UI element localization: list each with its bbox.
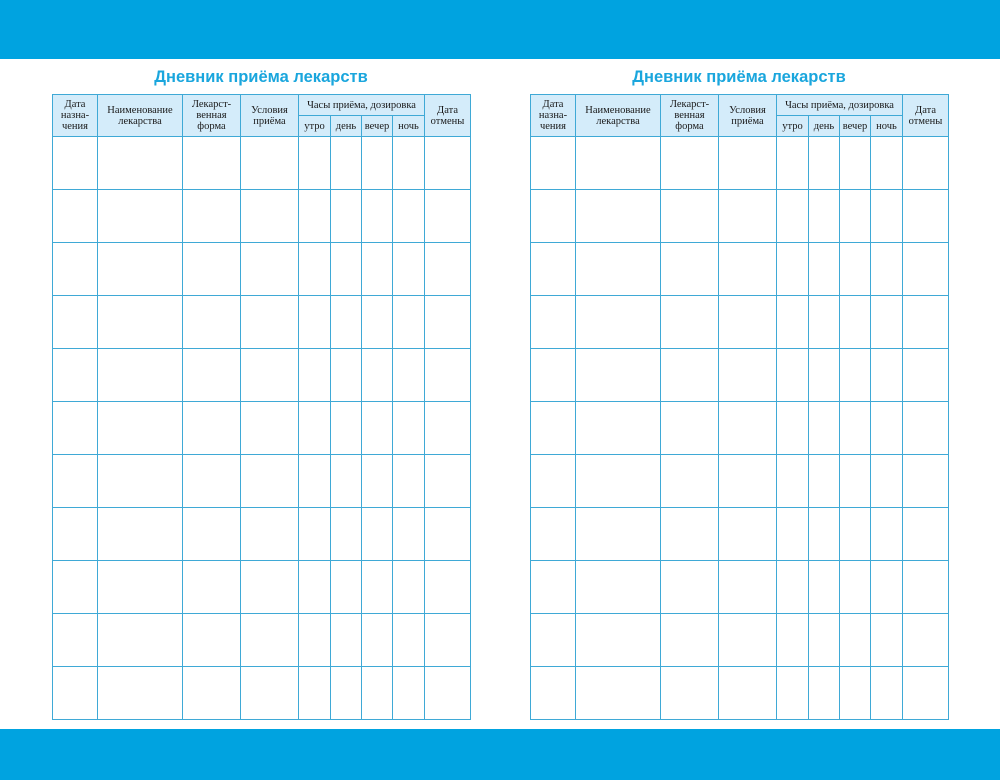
table-row (531, 137, 949, 190)
cell-date-assigned[interactable] (531, 349, 576, 402)
cell-date-cancelled[interactable] (425, 614, 471, 667)
cell-evening[interactable] (362, 349, 393, 402)
cell-date-assigned[interactable] (53, 455, 98, 508)
cell-morning[interactable] (777, 614, 809, 667)
cell-intake-conditions[interactable] (719, 667, 777, 720)
cell-intake-conditions[interactable] (241, 296, 299, 349)
cell-day[interactable] (331, 137, 362, 190)
cell-date-assigned[interactable] (531, 667, 576, 720)
cell-intake-conditions[interactable] (241, 614, 299, 667)
cell-morning[interactable] (777, 190, 809, 243)
table-row (53, 614, 471, 667)
cell-morning[interactable] (777, 455, 809, 508)
cell-date-cancelled[interactable] (903, 190, 949, 243)
cell-evening[interactable] (840, 508, 871, 561)
cell-night[interactable] (871, 455, 903, 508)
cell-evening[interactable] (362, 296, 393, 349)
cell-dosage-form[interactable] (661, 243, 719, 296)
cell-dosage-form[interactable] (661, 614, 719, 667)
cell-evening[interactable] (840, 349, 871, 402)
cell-day[interactable] (809, 296, 840, 349)
cell-night[interactable] (871, 137, 903, 190)
cell-dosage-form[interactable] (183, 561, 241, 614)
cell-dosage-form[interactable] (661, 349, 719, 402)
cell-day[interactable] (331, 296, 362, 349)
cell-morning[interactable] (299, 455, 331, 508)
cell-night[interactable] (871, 614, 903, 667)
header-intake-conditions: Условия приёма (719, 95, 777, 137)
cell-drug-name[interactable] (576, 614, 661, 667)
table-row (531, 667, 949, 720)
cell-morning[interactable] (777, 561, 809, 614)
cell-night[interactable] (393, 296, 425, 349)
cell-date-cancelled[interactable] (903, 349, 949, 402)
cell-date-cancelled[interactable] (425, 667, 471, 720)
header-intake-hours-dosage: Часы приёма, дозировка (777, 95, 903, 116)
cell-date-assigned[interactable] (53, 296, 98, 349)
cell-morning[interactable] (299, 190, 331, 243)
cell-dosage-form[interactable] (661, 296, 719, 349)
cell-date-cancelled[interactable] (425, 508, 471, 561)
cell-intake-conditions[interactable] (241, 455, 299, 508)
cell-day[interactable] (809, 561, 840, 614)
cell-morning[interactable] (777, 508, 809, 561)
cell-evening[interactable] (362, 561, 393, 614)
cell-morning[interactable] (299, 667, 331, 720)
cell-day[interactable] (809, 137, 840, 190)
cell-morning[interactable] (299, 614, 331, 667)
table-row (53, 243, 471, 296)
cell-morning[interactable] (299, 402, 331, 455)
cell-date-cancelled[interactable] (903, 561, 949, 614)
cell-evening[interactable] (362, 137, 393, 190)
cell-intake-conditions[interactable] (719, 190, 777, 243)
cell-night[interactable] (871, 349, 903, 402)
cell-date-cancelled[interactable] (903, 614, 949, 667)
cell-date-assigned[interactable] (53, 190, 98, 243)
cell-day[interactable] (809, 508, 840, 561)
cell-evening[interactable] (840, 190, 871, 243)
cell-date-assigned[interactable] (53, 402, 98, 455)
cell-drug-name[interactable] (98, 455, 183, 508)
cell-dosage-form[interactable] (183, 243, 241, 296)
cell-date-assigned[interactable] (531, 455, 576, 508)
cell-drug-name[interactable] (576, 349, 661, 402)
cell-intake-conditions[interactable] (241, 508, 299, 561)
cell-evening[interactable] (840, 614, 871, 667)
cell-day[interactable] (331, 667, 362, 720)
cell-drug-name[interactable] (98, 561, 183, 614)
header-dosage-form: Лекарст-венная форма (661, 95, 719, 137)
cell-night[interactable] (871, 561, 903, 614)
table-row (53, 667, 471, 720)
cell-dosage-form[interactable] (661, 508, 719, 561)
medication-log-table (52, 94, 471, 720)
cell-dosage-form[interactable] (183, 296, 241, 349)
header-day: день (331, 116, 362, 137)
header-date-cancelled: Дата отмены (425, 95, 471, 137)
cell-date-assigned[interactable] (53, 667, 98, 720)
bottom-color-band (0, 729, 1000, 780)
cell-intake-conditions[interactable] (241, 667, 299, 720)
cell-intake-conditions[interactable] (719, 137, 777, 190)
cell-drug-name[interactable] (98, 243, 183, 296)
cell-night[interactable] (393, 667, 425, 720)
cell-date-cancelled[interactable] (903, 455, 949, 508)
cell-day[interactable] (809, 349, 840, 402)
cell-night[interactable] (393, 349, 425, 402)
cell-drug-name[interactable] (98, 349, 183, 402)
cell-date-cancelled[interactable] (425, 137, 471, 190)
cell-dosage-form[interactable] (661, 190, 719, 243)
cell-night[interactable] (871, 296, 903, 349)
cell-date-assigned[interactable] (53, 508, 98, 561)
cell-date-cancelled[interactable] (903, 296, 949, 349)
cell-night[interactable] (871, 243, 903, 296)
table-row (53, 349, 471, 402)
cell-date-cancelled[interactable] (425, 296, 471, 349)
cell-date-cancelled[interactable] (425, 455, 471, 508)
table-row (531, 190, 949, 243)
header-intake-hours-dosage: Часы приёма, дозировка (299, 95, 425, 116)
header-night: ночь (871, 116, 903, 137)
cell-drug-name[interactable] (576, 455, 661, 508)
cell-date-cancelled[interactable] (903, 508, 949, 561)
cell-drug-name[interactable] (576, 402, 661, 455)
cell-evening[interactable] (362, 402, 393, 455)
cell-evening[interactable] (840, 455, 871, 508)
medication-log-table (530, 94, 949, 720)
cell-evening[interactable] (840, 137, 871, 190)
cell-morning[interactable] (299, 561, 331, 614)
cell-morning[interactable] (777, 296, 809, 349)
cell-drug-name[interactable] (576, 561, 661, 614)
table-body (53, 137, 471, 720)
cell-night[interactable] (393, 455, 425, 508)
cell-night[interactable] (871, 190, 903, 243)
cell-drug-name[interactable] (576, 508, 661, 561)
top-color-band (0, 0, 1000, 59)
cell-drug-name[interactable] (98, 614, 183, 667)
cell-date-assigned[interactable] (53, 243, 98, 296)
cell-day[interactable] (809, 402, 840, 455)
cell-night[interactable] (393, 190, 425, 243)
header-morning: утро (777, 116, 809, 137)
cell-date-cancelled[interactable] (425, 243, 471, 296)
cell-dosage-form[interactable] (661, 402, 719, 455)
cell-night[interactable] (393, 137, 425, 190)
cell-intake-conditions[interactable] (241, 190, 299, 243)
header-date-assigned: Дата назна-чения (531, 95, 576, 137)
cell-intake-conditions[interactable] (719, 561, 777, 614)
cell-morning[interactable] (299, 137, 331, 190)
table-row (531, 614, 949, 667)
header-date-cancelled: Дата отмены (903, 95, 949, 137)
cell-day[interactable] (809, 667, 840, 720)
cell-night[interactable] (393, 508, 425, 561)
cell-morning[interactable] (777, 349, 809, 402)
cell-day[interactable] (809, 614, 840, 667)
header-evening: вечер (840, 116, 871, 137)
cell-drug-name[interactable] (576, 667, 661, 720)
cell-day[interactable] (809, 190, 840, 243)
cell-night[interactable] (393, 561, 425, 614)
page-title: Дневник приёма лекарств (632, 68, 846, 86)
cell-date-cancelled[interactable] (903, 137, 949, 190)
cell-date-assigned[interactable] (531, 190, 576, 243)
header-drug-name: Наименование лекарства (576, 95, 661, 137)
cell-date-cancelled[interactable] (425, 190, 471, 243)
cell-night[interactable] (393, 402, 425, 455)
cell-day[interactable] (331, 402, 362, 455)
table-row (53, 561, 471, 614)
cell-date-assigned[interactable] (531, 296, 576, 349)
cell-day[interactable] (331, 508, 362, 561)
cell-morning[interactable] (299, 243, 331, 296)
cell-intake-conditions[interactable] (241, 402, 299, 455)
cell-intake-conditions[interactable] (719, 508, 777, 561)
table-row (53, 190, 471, 243)
cell-intake-conditions[interactable] (719, 402, 777, 455)
cell-intake-conditions[interactable] (719, 455, 777, 508)
cell-morning[interactable] (299, 508, 331, 561)
cell-intake-conditions[interactable] (241, 137, 299, 190)
cell-morning[interactable] (299, 296, 331, 349)
cell-dosage-form[interactable] (183, 190, 241, 243)
cell-date-cancelled[interactable] (903, 667, 949, 720)
header-evening: вечер (362, 116, 393, 137)
cell-date-assigned[interactable] (531, 402, 576, 455)
cell-morning[interactable] (777, 402, 809, 455)
cell-day[interactable] (331, 561, 362, 614)
cell-evening[interactable] (362, 508, 393, 561)
cell-dosage-form[interactable] (183, 455, 241, 508)
cell-night[interactable] (871, 667, 903, 720)
cell-drug-name[interactable] (98, 508, 183, 561)
cell-drug-name[interactable] (98, 296, 183, 349)
cell-date-assigned[interactable] (53, 137, 98, 190)
cell-evening[interactable] (840, 243, 871, 296)
cell-intake-conditions[interactable] (241, 243, 299, 296)
cell-day[interactable] (809, 455, 840, 508)
table-row (531, 243, 949, 296)
cell-intake-conditions[interactable] (719, 243, 777, 296)
page-left (52, 64, 470, 132)
cell-night[interactable] (871, 508, 903, 561)
table-row (531, 349, 949, 402)
cell-day[interactable] (331, 190, 362, 243)
cell-dosage-form[interactable] (183, 508, 241, 561)
cell-drug-name[interactable] (98, 667, 183, 720)
cell-drug-name[interactable] (98, 137, 183, 190)
table-row (531, 508, 949, 561)
page-right (530, 64, 948, 132)
cell-dosage-form[interactable] (661, 561, 719, 614)
cell-evening[interactable] (840, 402, 871, 455)
cell-night[interactable] (393, 243, 425, 296)
header-morning: утро (299, 116, 331, 137)
cell-intake-conditions[interactable] (719, 614, 777, 667)
cell-dosage-form[interactable] (183, 402, 241, 455)
cell-date-assigned[interactable] (53, 561, 98, 614)
cell-dosage-form[interactable] (183, 349, 241, 402)
cell-evening[interactable] (362, 190, 393, 243)
cell-intake-conditions[interactable] (241, 349, 299, 402)
cell-dosage-form[interactable] (183, 667, 241, 720)
cell-drug-name[interactable] (98, 402, 183, 455)
cell-drug-name[interactable] (576, 137, 661, 190)
cell-intake-conditions[interactable] (719, 296, 777, 349)
cell-day[interactable] (331, 349, 362, 402)
cell-date-cancelled[interactable] (425, 402, 471, 455)
cell-day[interactable] (331, 455, 362, 508)
cell-dosage-form[interactable] (183, 137, 241, 190)
cell-night[interactable] (871, 402, 903, 455)
cell-evening[interactable] (362, 614, 393, 667)
cell-date-assigned[interactable] (53, 349, 98, 402)
cell-drug-name[interactable] (98, 190, 183, 243)
cell-date-cancelled[interactable] (903, 243, 949, 296)
header-drug-name: Наименование лекарства (98, 95, 183, 137)
cell-dosage-form[interactable] (661, 667, 719, 720)
header-day: день (809, 116, 840, 137)
cell-date-assigned[interactable] (531, 614, 576, 667)
header-night: ночь (393, 116, 425, 137)
cell-intake-conditions[interactable] (719, 349, 777, 402)
cell-evening[interactable] (840, 296, 871, 349)
cell-drug-name[interactable] (576, 243, 661, 296)
cell-date-cancelled[interactable] (903, 402, 949, 455)
cell-date-assigned[interactable] (531, 137, 576, 190)
cell-night[interactable] (393, 614, 425, 667)
cell-intake-conditions[interactable] (241, 561, 299, 614)
cell-morning[interactable] (299, 349, 331, 402)
cell-evening[interactable] (362, 455, 393, 508)
table-row (531, 296, 949, 349)
cell-date-assigned[interactable] (531, 508, 576, 561)
cell-date-cancelled[interactable] (425, 561, 471, 614)
cell-date-cancelled[interactable] (425, 349, 471, 402)
header-dosage-form: Лекарст-венная форма (183, 95, 241, 137)
cell-day[interactable] (331, 243, 362, 296)
cell-morning[interactable] (777, 137, 809, 190)
table-body (531, 137, 949, 720)
header-intake-conditions: Условия приёма (241, 95, 299, 137)
page-title: Дневник приёма лекарств (154, 68, 368, 86)
cell-evening[interactable] (362, 667, 393, 720)
cell-evening[interactable] (362, 243, 393, 296)
cell-date-assigned[interactable] (531, 243, 576, 296)
table-row (53, 296, 471, 349)
cell-evening[interactable] (840, 561, 871, 614)
cell-dosage-form[interactable] (661, 137, 719, 190)
cell-day[interactable] (809, 243, 840, 296)
table-row (531, 455, 949, 508)
header-date-assigned: Дата назна-чения (53, 95, 98, 137)
table-row (531, 402, 949, 455)
cell-evening[interactable] (840, 667, 871, 720)
cell-morning[interactable] (777, 243, 809, 296)
cell-dosage-form[interactable] (661, 455, 719, 508)
table-row (531, 561, 949, 614)
cell-date-assigned[interactable] (531, 561, 576, 614)
table-row (53, 137, 471, 190)
table-row (53, 455, 471, 508)
cell-drug-name[interactable] (576, 190, 661, 243)
table-row (53, 508, 471, 561)
cell-date-assigned[interactable] (53, 614, 98, 667)
cell-dosage-form[interactable] (183, 614, 241, 667)
cell-day[interactable] (331, 614, 362, 667)
cell-morning[interactable] (777, 667, 809, 720)
cell-drug-name[interactable] (576, 296, 661, 349)
table-row (53, 402, 471, 455)
